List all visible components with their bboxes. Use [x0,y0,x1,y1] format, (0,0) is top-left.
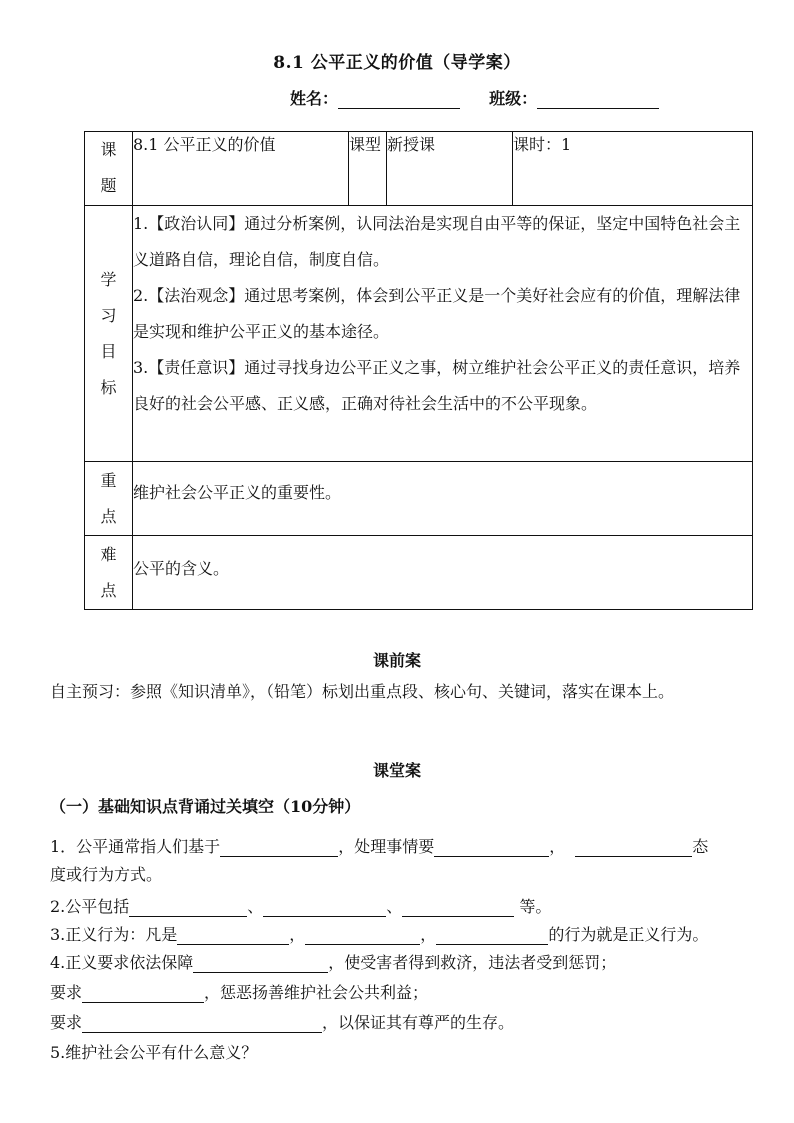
fill-blank[interactable] [263,900,386,917]
name-class-row [290,86,659,109]
goals-label: 学习目标 [100,269,117,397]
fill-blank[interactable] [575,840,692,857]
type-value: 新授课 [387,132,513,206]
fill-blank[interactable] [305,928,420,945]
preclass-heading: 课前案 [372,651,421,670]
goals-cell [133,206,753,462]
page-title: 8.1 公平正义的价值（导学案） [273,53,521,73]
goal-item: 2.【法治观念】通过思考案例，体会到公平正义是一个美好社会应有的价值，理解法律是实现和维护公平正义的基本途径。 [133,286,741,341]
inclass-heading: 课堂案 [372,761,421,780]
goal-item: 1.【政治认同】通过分析案例，认同法治是实现自由平等的保证，坚定中国特色社会主义道路自信，理论自信，制度自信。 [133,214,741,269]
type-label: 课型 [349,132,387,206]
goal-item: 3.【责任意识】通过寻找身边公平正义之事，树立维护社会公平正义的责任意识，培养良好的社会公平感、正义感，正确对待社会生活中的不公平现象。 [133,358,741,413]
question-2: 2.公平包括 、 、 等。 [50,897,552,916]
class-field[interactable] [537,92,659,109]
name-field[interactable] [338,92,460,109]
fill-blank[interactable] [436,928,548,945]
fill-blank[interactable] [177,928,289,945]
hours-value: 课时：1 [513,132,753,206]
lesson-info-table [84,131,753,610]
question-1-line-2: 度或行为方式。 [50,865,163,884]
name-label: 姓名： [290,89,339,108]
key-label: 重点 [100,470,117,526]
fill-blank[interactable] [82,1016,322,1033]
difficult-value: 公平的含义。 [133,536,753,610]
fill-blank[interactable] [220,840,338,857]
question-1-line-1: 1．公平通常指人们基于 ，处理事情要 ， 态 [50,837,709,856]
topic-label: 课题 [100,140,117,195]
class-label: 班级： [489,89,538,108]
fill-blank[interactable] [434,840,549,857]
topic-label-cell [85,132,133,206]
fill-blank[interactable] [193,956,328,973]
difficult-label-cell [85,536,133,610]
question-5: 5.维护社会公平有什么意义？ [50,1043,258,1062]
inclass-subheading: （一）基础知识点背诵过关填空（10分钟） [50,797,361,816]
question-4-line-1: 4.正义要求依法保障 ，使受害者得到救济，违法者受到惩罚； [50,953,617,972]
question-4-line-3: 要求 ，以保证其有尊严的生存。 [50,1013,515,1032]
question-4-line-2: 要求 ，惩恶扬善维护社会公共利益； [50,983,429,1002]
key-label-cell [85,462,133,536]
fill-blank[interactable] [82,986,204,1003]
key-value: 维护社会公平正义的重要性。 [133,462,753,536]
goals-label-cell [85,206,133,462]
preclass-text: 自主预习：参照《知识清单》，（铅笔）标划出重点段、核心句、关键词，落实在课本上。 [50,682,675,701]
fill-blank[interactable] [402,900,514,917]
fill-blank[interactable] [129,900,247,917]
topic-value: 8.1 公平正义的价值 [133,132,349,206]
difficult-label: 难点 [100,544,117,600]
question-3: 3.正义行为：凡是 ， ， 的行为就是正义行为。 [50,925,709,944]
